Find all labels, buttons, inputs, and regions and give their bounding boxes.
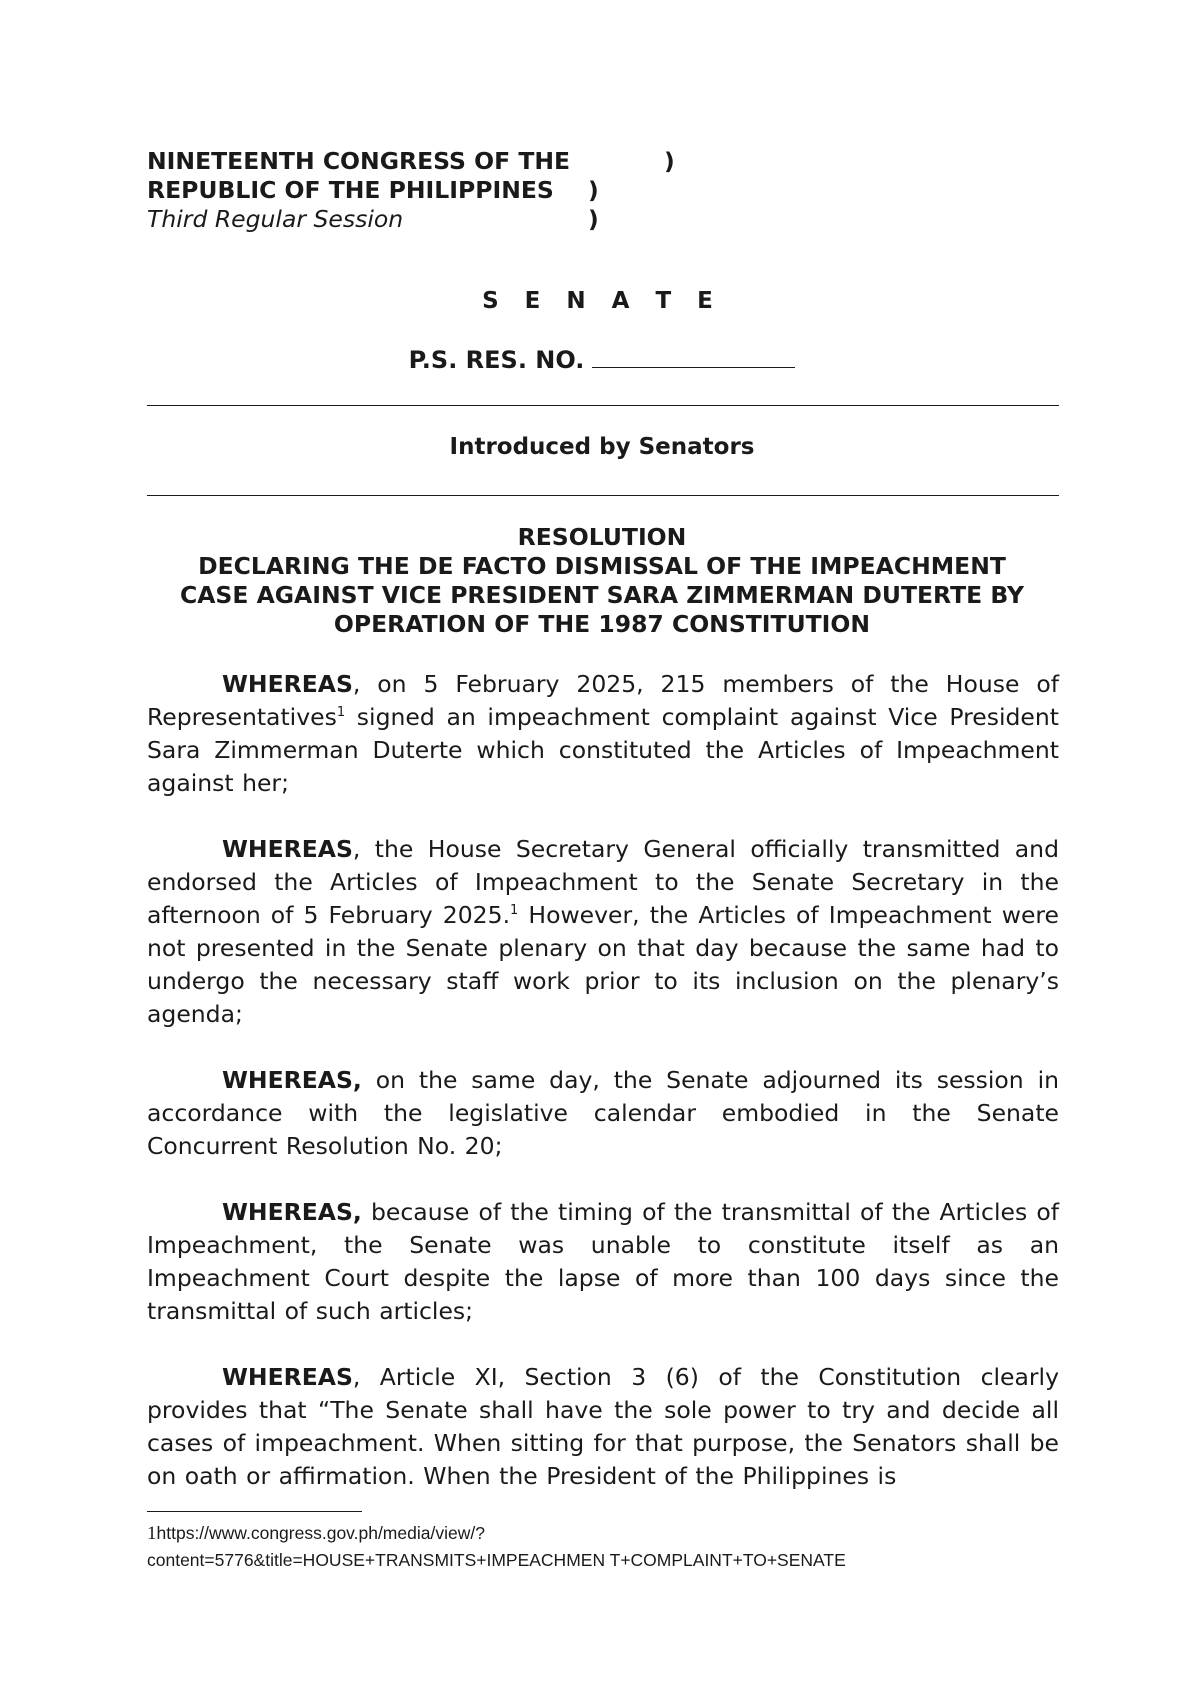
footnote-url-line1[interactable]: https://www.congress.gov.ph/media/view/?	[156, 1523, 485, 1543]
whereas-paragraph	[147, 1064, 1059, 1163]
paragraph-text: signed an impeachment complaint against Vice President Sara Zimmerman Duterte which constituted the Articles of Impeachment against her;	[147, 703, 1059, 797]
header-paren-1: )	[664, 147, 675, 175]
header-congress: NINETEENTH CONGRESS OF THE	[147, 147, 571, 175]
header-paren-2: )	[588, 176, 599, 204]
footnote-url-line2[interactable]: content=5776&title=HOUSE+TRANSMITS+IMPEACHMEN T+COMPLAINT+TO+SENATE	[147, 1550, 846, 1570]
paragraph-text: , on 5 February 2025, 215 members of the House of Representatives	[147, 670, 1059, 731]
whereas-paragraph	[147, 668, 1059, 800]
whereas-lead: WHEREAS	[222, 670, 353, 698]
whereas-lead: WHEREAS,	[222, 1198, 362, 1226]
whereas-lead: WHEREAS,	[222, 1066, 362, 1094]
paragraph-text: , Article XI, Section 3 (6) of the Constitution clearly provides that “The Senate shall have the sole power to try and decide all cases of impeachment. When sitting for that purpose, the Senators shall be on oath or affirmation. When the President of the Philippines is	[147, 1363, 1059, 1490]
title-line: CASE AGAINST VICE PRESIDENT SARA ZIMMERMAN DUTERTE BY	[179, 581, 1024, 609]
resolution-body	[147, 668, 1059, 1526]
resolution-number	[147, 346, 1057, 374]
resolution-title	[147, 523, 1057, 639]
footnote-ref[interactable]: 1	[336, 705, 346, 720]
header-republic: REPUBLIC OF THE PHILIPPINES	[147, 176, 554, 204]
paragraph-text: because of the timing of the transmittal of the Articles of Impeachment, the Senate was unable to constitute itself as an Impeachment Court despite the lapse of more than 100 days since the transmittal of such articles;	[147, 1198, 1059, 1325]
whereas-paragraph	[147, 833, 1059, 1031]
footnote-ref[interactable]: 1	[510, 903, 519, 918]
chamber-title: S E N A T E	[482, 288, 722, 314]
footnote	[147, 1520, 1059, 1573]
divider-top	[147, 405, 1059, 406]
resolution-number-label: P.S. RES. NO.	[408, 346, 585, 374]
resolution-number-blank	[592, 347, 795, 368]
title-line: DECLARING THE DE FACTO DISMISSAL OF THE IMPEACHMENT	[198, 552, 1006, 580]
divider-bottom	[147, 495, 1059, 496]
footnote-divider	[147, 1511, 362, 1512]
title-line: OPERATION OF THE 1987 CONSTITUTION	[333, 610, 871, 638]
whereas-lead: WHEREAS	[222, 1363, 353, 1391]
header-session: Third Regular Session	[147, 205, 404, 233]
whereas-paragraph	[147, 1361, 1059, 1493]
header-paren-3: )	[588, 205, 599, 233]
whereas-paragraph	[147, 1196, 1059, 1328]
title-line: RESOLUTION	[517, 523, 687, 551]
paragraph-text: , the House Secretary General officially transmitted and endorsed the Articles of Impeachment to the Senate Secretary in the afternoon of 5 February 2025.	[147, 835, 1059, 929]
footnote-number: 1	[147, 1523, 157, 1544]
introduced-by: Introduced by Senators	[449, 434, 755, 460]
paragraph-text: However, the Articles of Impeachment were not presented in the Senate plenary on that day because the same had to undergo the necessary staff work prior to its inclusion on the plenary’s agenda;	[147, 901, 1059, 1028]
paragraph-text: on the same day, the Senate adjourned its session in accordance with the legislative calendar embodied in the Senate Concurrent Resolution No. 20;	[147, 1066, 1059, 1160]
whereas-lead: WHEREAS	[222, 835, 353, 863]
